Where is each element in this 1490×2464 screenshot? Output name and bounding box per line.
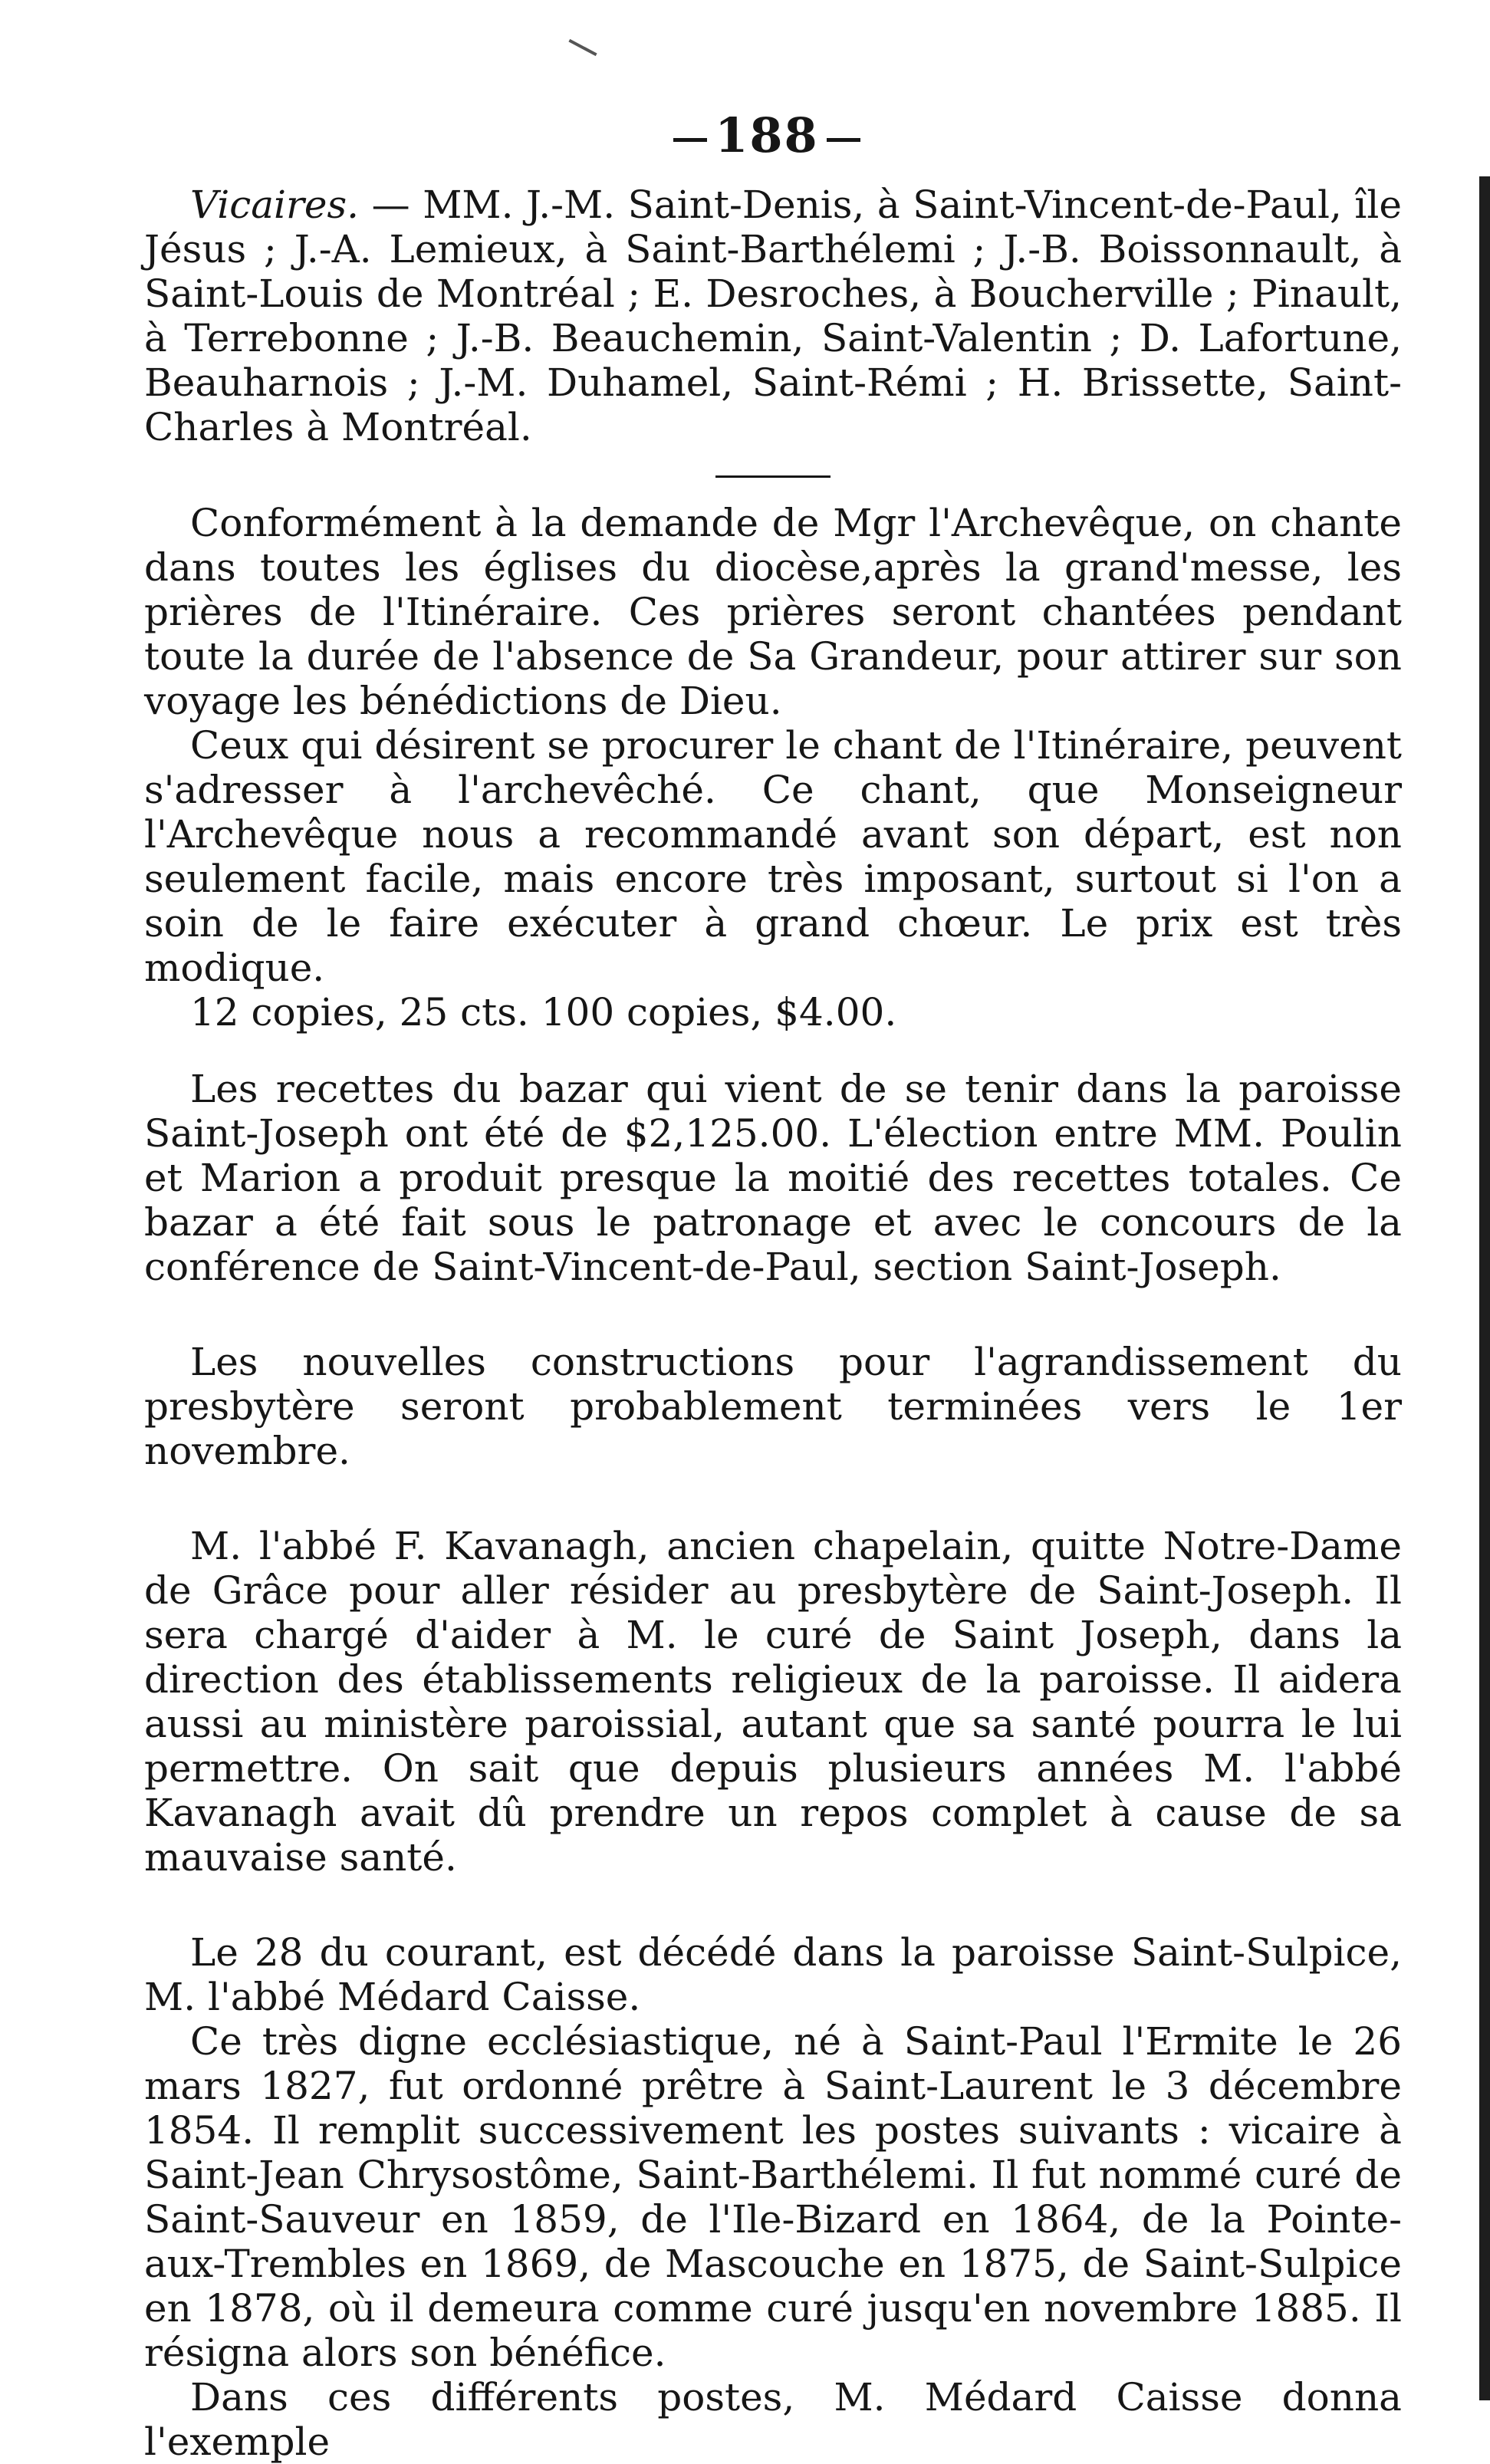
paragraph-caisse-1: Le 28 du courant, est décédé dans la paroisse Saint-Sulpice, M. l'abbé Médard Caisse. bbox=[144, 1930, 1402, 2019]
page-edge-bleed bbox=[1479, 176, 1490, 2400]
paragraph-kavanagh: M. l'abbé F. Kavanagh, ancien chapelain, quitte Notre-Dame de Grâce pour aller résider au presbytère de Saint-Joseph. Il sera chargé d'aider à M. le curé de Saint Joseph, dans la direction des établissements religieux de la paroisse. Il aidera aussi au ministère paroissial, autant que sa santé pourra le lui permettre. On sait que depuis plusieurs années M. l'abbé Kavanagh avait dû prendre un repos complet à cause de sa mauvaise santé. bbox=[144, 1524, 1402, 1880]
paragraph-vicaires bbox=[144, 183, 1402, 449]
section-separator bbox=[715, 475, 831, 478]
vicaires-text: — MM. J.-M. Saint-Denis, à Saint-Vincent-de-Paul, île Jésus ; J.-A. Lemieux, à Saint-Barthélemi ; J.-B. Boissonnault, à Saint-Louis de Montréal ; E. Desroches, à Boucherville ; Pinault, à Terrebonne ; J.-B. Beauchemin, Saint-Valentin ; D. Lafortune, Beauharnois ; J.-M. Duhamel, Saint-Rémi ; H. Brissette, Saint-Charles à Montréal. bbox=[144, 183, 1402, 449]
paragraph-itineraire-2: Ceux qui désirent se procurer le chant de l'Itinéraire, peuvent s'adresser à l'archevêché. Ce chant, que Monseigneur l'Archevêque nous a recommandé avant son départ, est non seulement facile, mais encore très imposant, surtout si l'on a soin de le faire exécuter à grand chœur. Le prix est très modique. bbox=[144, 723, 1402, 990]
paragraph-caisse-2: Ce très digne ecclésiastique, né à Saint-Paul l'Ermite le 26 mars 1827, fut ordonné prêtre à Saint-Laurent le 3 décembre 1854. Il remplit successivement les postes suivants : vicaire à Saint-Jean Chrysostôme, Saint-Barthélemi. Il fut nommé curé de Saint-Sauveur en 1859, de l'Ile-Bizard en 1864, de la Pointe-aux-Trembles en 1869, de Mascouche en 1875, de Saint-Sulpice en 1878, où il demeura comme curé jusqu'en novembre 1885. Il résigna alors son bénéfice. bbox=[144, 2019, 1402, 2375]
paragraph-caisse-3: Dans ces différents postes, M. Médard Caisse donna l'exemple bbox=[144, 2375, 1402, 2464]
article-body bbox=[144, 183, 1402, 2464]
vicaires-label: Vicaires. bbox=[190, 183, 360, 227]
page-number: 188 bbox=[652, 107, 882, 163]
paragraph-bazar: Les recettes du bazar qui vient de se tenir dans la paroisse Saint-Joseph ont été de $2,125.00. L'élection entre MM. Poulin et Marion a produit presque la moitié des recettes totales. Ce bazar a été fait sous le patronage et avec le concours de la conférence de Saint-Vincent-de-Paul, section Saint-Joseph. bbox=[144, 1067, 1402, 1289]
paragraph-presbytere: Les nouvelles constructions pour l'agrandissement du presbytère seront probablement terminées vers le 1er novembre. bbox=[144, 1340, 1402, 1473]
stray-ink-mark bbox=[568, 39, 597, 56]
paragraph-itineraire-1: Conformément à la demande de Mgr l'Archevêque, on chante dans toutes les églises du diocèse,après la grand'messe, les prières de l'Itinéraire. Ces prières seront chantées pendant toute la durée de l'absence de Sa Grandeur, pour attirer sur son voyage les bénédictions de Dieu. bbox=[144, 501, 1402, 723]
paragraph-itineraire-3: 12 copies, 25 cts. 100 copies, $4.00. bbox=[190, 990, 897, 1035]
